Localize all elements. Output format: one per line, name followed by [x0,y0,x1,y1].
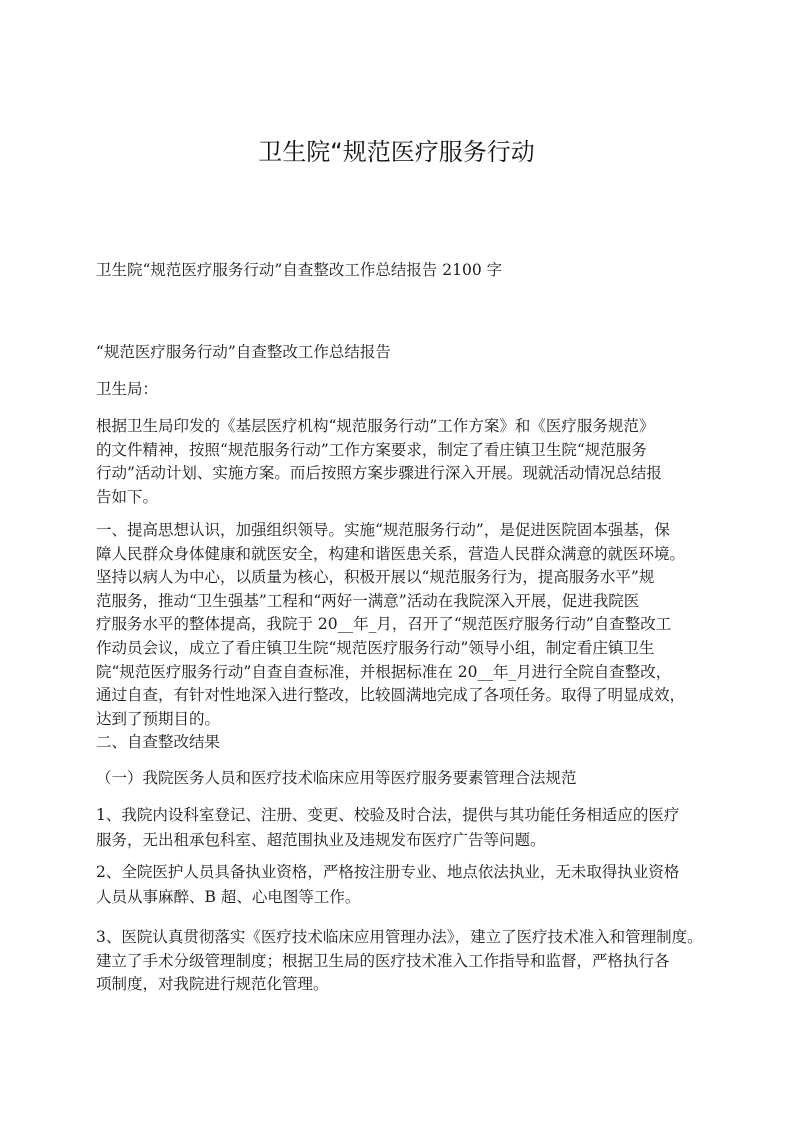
paragraph-line: 建立了手术分级管理制度；根据卫生局的医疗技术准入工作指导和监督，严格执行各 [96,951,670,970]
subsection-heading [96,766,716,790]
paragraph-line: 范服务，推动“卫生强基”工程和“两好一满意”活动在我院深入开展，促进我院医 [96,591,640,610]
subtitle-line [96,258,716,282]
subsection-heading-text: （一）我院医务人员和医疗技术临床应用等医疗服务要素管理合法规范 [96,769,577,787]
paragraph-line: 1、我院内设科室登记、注册、变更、校验及时合法，提供与其功能任务相适应的医疗 [96,806,680,824]
item-2 [96,860,716,909]
paragraph-line: 项制度，对我院进行规范化管理。 [96,975,329,994]
paragraph-line: 院“规范医疗服务行动”自查自查标准，并根据标准在 20__年_月进行全院自查整改， [96,662,672,681]
section-heading-text: 二、自查整改结果 [96,733,221,751]
paragraph-line: 告如下。 [96,487,159,506]
paragraph-line: 作动员会议，成立了看庄镇卫生院“规范医疗服务行动”领导小组，制定看庄镇卫生 [96,638,655,657]
salutation-text: 卫生局： [96,380,159,398]
paragraph-line: 的文件精神，按照“规范服务行动”工作方案要求，制定了看庄镇卫生院“规范服务 [96,440,647,459]
report-heading-text: “规范医疗服务行动”自查整改工作总结报告 [96,343,391,361]
item-1 [96,803,716,852]
paragraph-section-1 [96,519,716,731]
subtitle-text: 卫生院“规范医疗服务行动”自查整改工作总结报告 2100 字 [96,261,503,279]
paragraph-line: 3、医院认真贯彻落实《医疗技术临床应用管理办法》，建立了医疗技术准入和管理制度。 [96,928,703,946]
paragraph-line: 一、提高思想认识，加强组织领导。实施“规范服务行动”，是促进医院固本强基，保 [96,521,670,539]
paragraph-line: 达到了预期目的。 [96,709,221,728]
paragraph-line: 服务，无出租承包科室、超范围执业及违规发布医疗广告等问题。 [96,830,546,849]
section-heading-2 [96,730,716,754]
paragraph-intro [96,415,716,509]
paragraph-line: 2、全院医护人员具备执业资格，严格按注册专业、地点依法执业，无未取得执业资格 [96,863,680,881]
paragraph-line: 障人民群众身体健康和就医安全，构建和谐医患关系，营造人民群众满意的就医环境。 [96,544,686,563]
paragraph-line: 通过自查，有针对性地深入进行整改，比较圆满地完成了各项任务。取得了明显成效， [96,686,686,705]
paragraph-line: 坚持以病人为中心，以质量为核心，积极开展以“规范服务行为，提高服务水平”规 [96,568,655,587]
document-title: 卫生院“规范医疗服务行动 [258,138,535,166]
salutation [96,377,716,401]
item-3 [96,926,716,997]
paragraph-line: 疗服务水平的整体提高，我院于 20__年_月，召开了“规范医疗服务行动”自查整改工 [96,615,672,634]
report-heading [96,340,716,364]
paragraph-line: 根据卫生局印发的《基层医疗机构“规范服务行动”工作方案》和《医疗服务规范》 [96,417,655,435]
paragraph-line: 人员从事麻醉、B 超、心电图等工作。 [96,887,361,906]
paragraph-line: 行动”活动计划、实施方案。而后按照方案步骤进行深入开展。现就活动情况总结报 [96,464,662,483]
